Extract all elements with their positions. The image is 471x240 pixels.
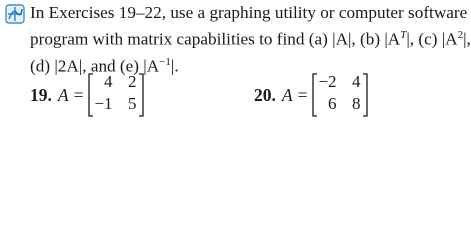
inverse-superscript: −1 — [159, 55, 171, 68]
instructions-line-2 — [30, 24, 471, 51]
matrix-cell: 4 — [351, 72, 361, 91]
equals-sign: = — [73, 84, 84, 105]
transpose-superscript: T — [400, 29, 407, 41]
equals-sign: = — [297, 84, 308, 105]
instructions-line-2-end: |, — [463, 29, 471, 49]
instructions-line-2-text: program with matrix capabilities to find (a) |A|, (b) |A — [30, 29, 401, 49]
exercise-19 — [30, 72, 144, 118]
matrix-cell: 4 — [103, 72, 113, 91]
instructions-line-3-end: |. — [170, 56, 179, 76]
matrix — [88, 72, 144, 118]
matrix-variable: A — [57, 84, 69, 105]
matrix-cell: 2 — [127, 72, 137, 91]
instructions-line-3-text: (d) |2A|, and (e) |A — [30, 56, 160, 76]
instructions-text — [30, 2, 471, 77]
exercise-number: 19. — [30, 84, 52, 105]
technology-icon — [5, 4, 25, 24]
exercise-number: 20. — [254, 84, 276, 105]
matrix-cell: −1 — [94, 94, 113, 113]
matrix-cell: 5 — [127, 94, 137, 113]
matrix-cell: −2 — [318, 72, 337, 91]
matrix-cell: 8 — [351, 94, 361, 113]
exercise-20 — [254, 72, 368, 118]
matrix — [312, 72, 368, 118]
matrix-cell: 6 — [327, 94, 337, 113]
instructions-line-2-mid: |, (c) |A — [406, 29, 458, 49]
matrix-variable: A — [281, 84, 293, 105]
square-superscript: 2 — [457, 29, 464, 41]
instructions-line-1: In Exercises 19–22, use a graphing utility or computer software — [30, 3, 468, 22]
